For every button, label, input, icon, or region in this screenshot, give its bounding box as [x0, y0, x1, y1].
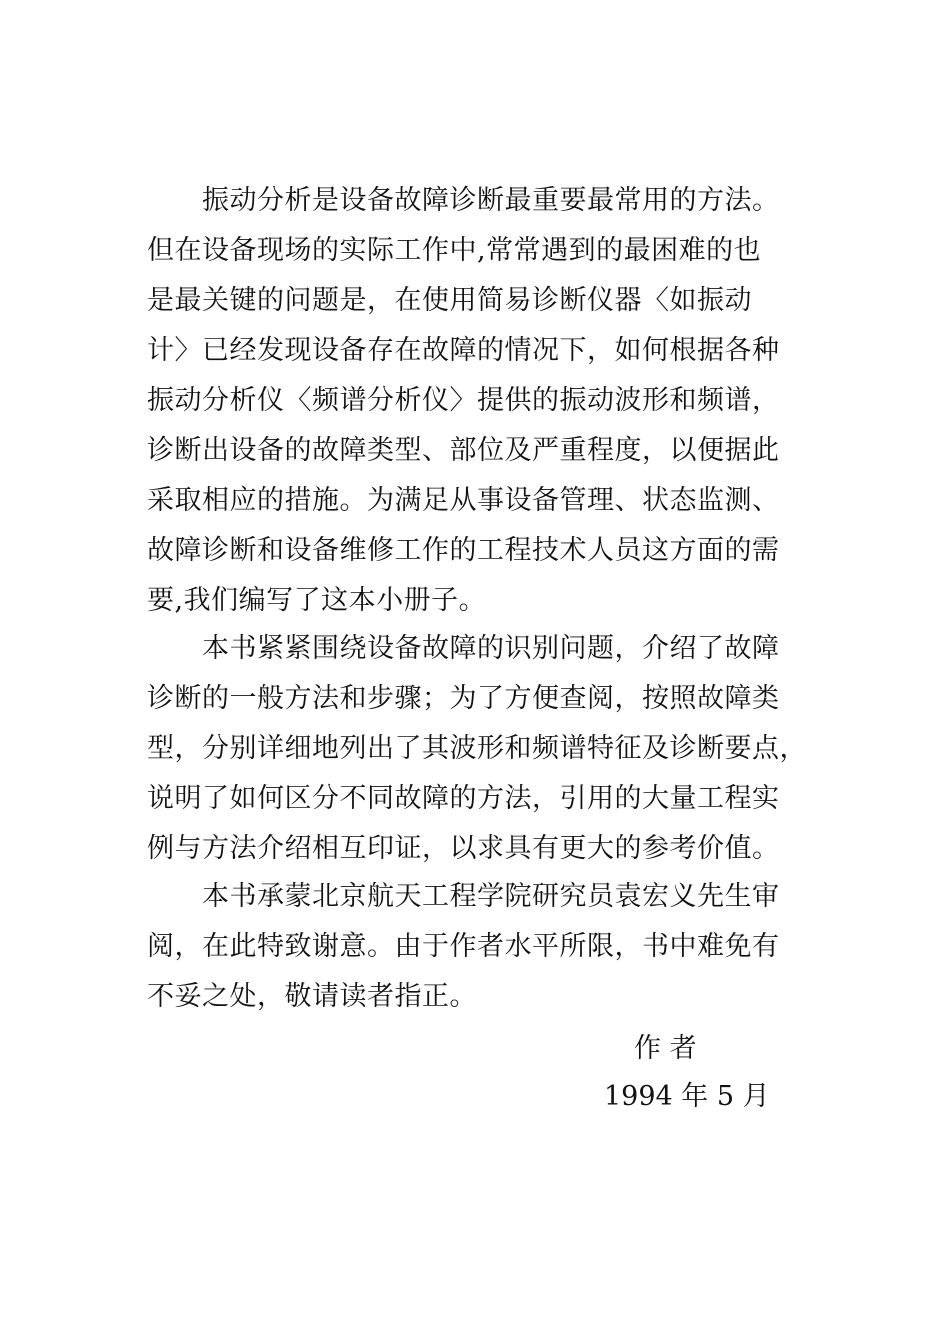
- preface-line-12: 型，分别详细地列出了其波形和频谱特征及诊断要点，: [147, 733, 807, 764]
- preface-line-10: 本书紧紧围绕设备故障的识别问题，介绍了故障: [202, 633, 780, 664]
- preface-line-11: 诊断的一般方法和步骤；为了方便查阅，按照故障类: [147, 683, 780, 714]
- preface-line-7: 采取相应的措施。为满足从事设备管理、状态监测、: [147, 485, 780, 516]
- preface-line-17: 不妥之处，敬请读者指正。: [147, 981, 477, 1012]
- preface-line-8: 故障诊断和设备维修工作的工程技术人员这方面的需: [147, 535, 780, 566]
- preface-line-9: 要,我们编写了这本小册子。: [147, 585, 487, 616]
- preface-line-2: 但在设备现场的实际工作中,常常遇到的最困难的也: [147, 235, 762, 266]
- preface-line-6: 诊断出设备的故障类型、部位及严重程度，以便据此: [147, 435, 780, 466]
- preface-line-15: 本书承蒙北京航天工程学院研究员袁宏义先生审: [202, 881, 780, 912]
- preface-date: 1994 年 5 月: [604, 1081, 770, 1112]
- preface-line-4: 计〉已经发现设备存在故障的情况下，如何根据各种: [147, 335, 780, 366]
- preface-line-14: 例与方法介绍相互印证，以求具有更大的参考价值。: [147, 833, 780, 864]
- preface-line-13: 说明了如何区分不同故障的方法，引用的大量工程实: [147, 783, 780, 814]
- preface-line-16: 阅，在此特致谢意。由于作者水平所限，书中难免有: [147, 931, 780, 962]
- author-signature: 作 者: [634, 1033, 697, 1064]
- preface-line-3: 是最关键的问题是，在使用简易诊断仪器〈如振动: [147, 285, 752, 316]
- preface-line-1: 振动分析是设备故障诊断最重要最常用的方法。: [202, 185, 780, 216]
- preface-line-5: 振动分析仪〈频谱分析仪〉提供的振动波形和频谱，: [147, 385, 780, 416]
